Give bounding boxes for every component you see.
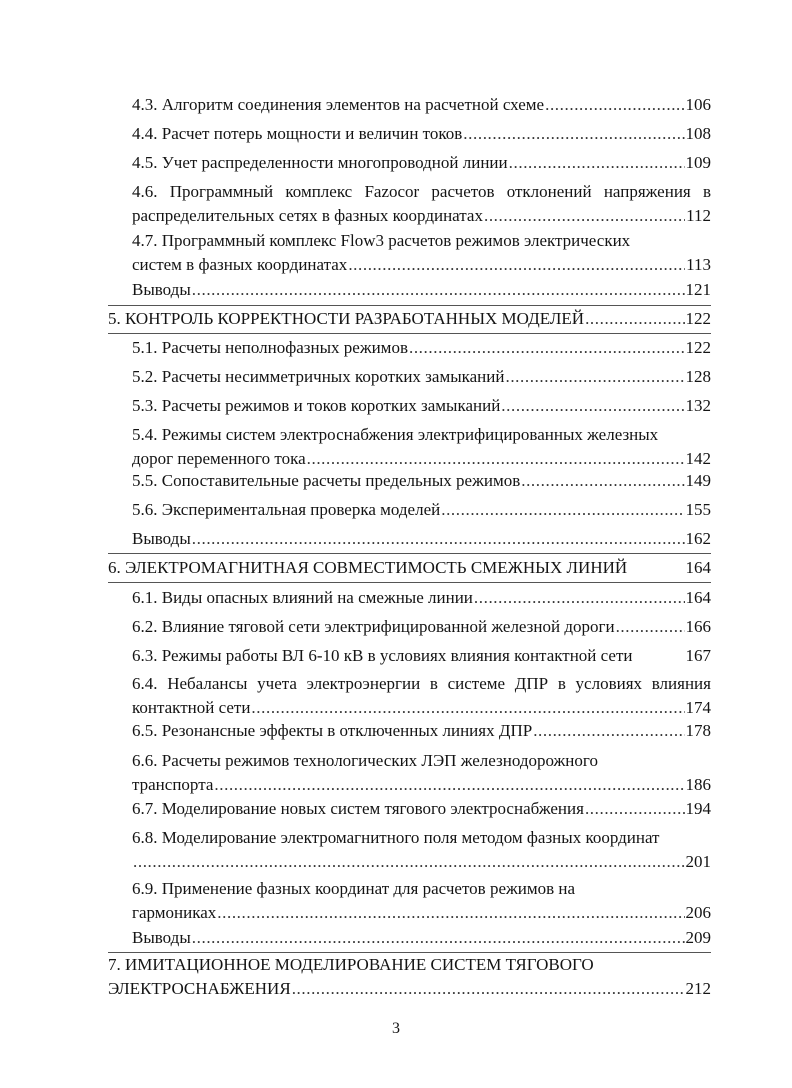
divider bbox=[108, 333, 711, 334]
toc-entry-title-line2: систем в фазных координатах bbox=[132, 255, 348, 274]
toc-entry-conclusions-6 bbox=[132, 926, 711, 950]
toc-entry-title-line1: 6.6. Расчеты режимов технологических ЛЭП железнодорожного bbox=[132, 751, 598, 770]
dot-leader bbox=[251, 696, 684, 720]
toc-entry-6-4 bbox=[132, 672, 711, 720]
toc-entry-conclusions-5 bbox=[132, 527, 711, 551]
dot-leader bbox=[505, 365, 684, 389]
dot-leader bbox=[463, 122, 684, 146]
toc-entry-page: 149 bbox=[685, 471, 711, 490]
toc-chapter-title-line2: ЭЛЕКТРОСНАБЖЕНИЯ bbox=[108, 979, 291, 998]
toc-entry-6-7 bbox=[132, 797, 711, 821]
toc-entry-page: 122 bbox=[685, 309, 711, 328]
dot-leader bbox=[348, 253, 685, 277]
dot-leader bbox=[133, 850, 685, 874]
toc-entry-4-7 bbox=[132, 229, 711, 277]
toc-entry-page: 201 bbox=[685, 852, 711, 871]
toc-entry-6-2 bbox=[132, 615, 711, 639]
dot-leader bbox=[585, 307, 684, 331]
toc-entry-title-line1: 6.4. Небалансы учета электроэнергии в системе ДПР в условиях влияния bbox=[132, 674, 711, 693]
toc-entry-title-line2: дорог переменного тока bbox=[132, 449, 306, 468]
toc-chapter-7 bbox=[108, 953, 711, 1001]
toc-entry-title: 6.5. Резонансные эффекты в отключенных линиях ДПР bbox=[132, 721, 533, 740]
toc-entry-4-5 bbox=[132, 151, 711, 175]
toc-entry-5-3 bbox=[132, 394, 711, 418]
toc-entry-6-5 bbox=[132, 719, 711, 743]
toc-entry-title: 5.2. Расчеты несимметричных коротких замыканий bbox=[132, 367, 505, 386]
toc-entry-title-line1: 4.7. Программный комплекс Flow3 расчетов режимов электрических bbox=[132, 231, 631, 250]
toc-entry-6-1 bbox=[132, 586, 711, 610]
toc-chapter-5 bbox=[108, 307, 711, 331]
toc-entry-title-line1: 6.9. Применение фазных координат для расчетов режимов на bbox=[132, 879, 576, 898]
toc-entry-title: 6.1. Виды опасных влияний на смежные линии bbox=[132, 588, 473, 607]
divider bbox=[108, 582, 711, 583]
toc-entry-page: 206 bbox=[685, 903, 711, 922]
toc-entry-title-line2: контактной сети bbox=[132, 698, 251, 717]
toc-entry-title: Выводы bbox=[132, 928, 191, 947]
toc-chapter-title: 6. ЭЛЕКТРОМАГНИТНАЯ СОВМЕСТИМОСТЬ СМЕЖНЫХ ЛИНИЙ bbox=[108, 558, 628, 577]
toc-chapter-6 bbox=[108, 556, 711, 580]
toc-entry-page: 178 bbox=[685, 721, 711, 740]
dot-leader bbox=[192, 926, 685, 950]
toc-entry-4-6 bbox=[132, 180, 711, 228]
dot-leader bbox=[214, 773, 684, 797]
toc-entry-page: 166 bbox=[685, 617, 711, 636]
dot-leader bbox=[484, 204, 685, 228]
toc-entry-page: 112 bbox=[686, 206, 711, 225]
dot-leader bbox=[616, 615, 685, 639]
toc-entry-6-6 bbox=[132, 749, 711, 797]
toc-entry-title: 4.3. Алгоритм соединения элементов на расчетной схеме bbox=[132, 95, 545, 114]
toc-entry-title-line1: 5.4. Режимы систем электроснабжения электрифицированных железных bbox=[132, 425, 659, 444]
divider bbox=[108, 553, 711, 554]
toc-entry-page: 209 bbox=[685, 928, 711, 947]
toc-entry-title-line2: распределительных сетях в фазных координатах bbox=[132, 206, 483, 225]
toc-entry-5-1 bbox=[132, 336, 711, 360]
toc-entry-page: 174 bbox=[685, 698, 711, 717]
dot-leader bbox=[192, 278, 685, 302]
page-number: 3 bbox=[392, 1020, 400, 1037]
dot-leader bbox=[585, 797, 685, 821]
toc-chapter-title-line1: 7. ИМИТАЦИОННОЕ МОДЕЛИРОВАНИЕ СИСТЕМ ТЯГОВОГО bbox=[108, 955, 594, 974]
toc-entry-title: Выводы bbox=[132, 280, 191, 299]
toc-entry-page: 121 bbox=[685, 280, 711, 299]
dot-leader bbox=[474, 586, 685, 610]
toc-entry-page: 108 bbox=[685, 124, 711, 143]
toc-entry-page: 167 bbox=[685, 646, 711, 665]
toc-entry-title: 5.6. Экспериментальная проверка моделей bbox=[132, 500, 441, 519]
toc-entry-5-2 bbox=[132, 365, 711, 389]
toc-entry-6-3 bbox=[132, 644, 711, 668]
toc-entry-page: 155 bbox=[685, 500, 711, 519]
toc-entry-page: 162 bbox=[685, 529, 711, 548]
toc-entry-title: 5.3. Расчеты режимов и токов коротких замыканий bbox=[132, 396, 501, 415]
toc-entry-conclusions-4 bbox=[132, 278, 711, 302]
toc-entry-page: 194 bbox=[685, 799, 711, 818]
toc-chapter-title: 5. КОНТРОЛЬ КОРРЕКТНОСТИ РАЗРАБОТАННЫХ МОДЕЛЕЙ bbox=[108, 309, 585, 328]
divider bbox=[108, 305, 711, 306]
toc-entry-page: 142 bbox=[685, 449, 711, 468]
toc-entry-title: 4.5. Учет распределенности многопроводной линии bbox=[132, 153, 508, 172]
toc-entry-page: 106 bbox=[685, 95, 711, 114]
toc-entry-page: 164 bbox=[685, 588, 711, 607]
toc-entry-page: 186 bbox=[685, 775, 711, 794]
toc-entry-title: 6.7. Моделирование новых систем тягового электроснабжения bbox=[132, 799, 584, 818]
dot-leader bbox=[533, 719, 684, 743]
toc-entry-title-line2: транспорта bbox=[132, 775, 214, 794]
dot-leader bbox=[501, 394, 684, 418]
toc-entry-title: 6.3. Режимы работы ВЛ 6-10 кВ в условиях влияния контактной сети bbox=[132, 646, 633, 665]
toc-entry-page: 109 bbox=[685, 153, 711, 172]
dot-leader bbox=[441, 498, 684, 522]
toc-entry-title: 4.4. Расчет потерь мощности и величин токов bbox=[132, 124, 463, 143]
toc-entry-title-line1: 6.8. Моделирование электромагнитного поля методом фазных координат bbox=[132, 828, 660, 847]
toc-entry-6-9 bbox=[132, 877, 711, 925]
dot-leader bbox=[409, 336, 685, 360]
dot-leader bbox=[307, 447, 685, 471]
toc-entry-page: 212 bbox=[685, 979, 711, 998]
toc-entry-title: 5.5. Сопоставительные расчеты предельных режимов bbox=[132, 471, 521, 490]
toc-entry-title: Выводы bbox=[132, 529, 191, 548]
toc-entry-title: 6.2. Влияние тяговой сети электрифицированной железной дороги bbox=[132, 617, 615, 636]
toc-entry-page: 132 bbox=[685, 396, 711, 415]
toc-entry-5-6 bbox=[132, 498, 711, 522]
toc-entry-5-4 bbox=[132, 423, 711, 471]
dot-leader bbox=[545, 93, 684, 117]
toc-entry-title-line1: 4.6. Программный комплекс Fazocor расчетов отклонений напряжения в bbox=[132, 182, 711, 201]
toc-entry-page: 164 bbox=[685, 558, 711, 577]
toc-entry-4-4 bbox=[132, 122, 711, 146]
toc-entry-page: 122 bbox=[685, 338, 711, 357]
toc-entry-title-line2: гармониках bbox=[132, 903, 217, 922]
toc-entry-4-3 bbox=[132, 93, 711, 117]
toc-entry-title: 5.1. Расчеты неполнофазных режимов bbox=[132, 338, 408, 357]
toc-entry-6-8 bbox=[132, 826, 711, 874]
dot-leader bbox=[217, 901, 684, 925]
dot-leader bbox=[509, 151, 685, 175]
dot-leader bbox=[292, 977, 685, 1001]
dot-leader bbox=[192, 527, 685, 551]
toc-entry-5-5 bbox=[132, 469, 711, 493]
toc-entry-page: 128 bbox=[685, 367, 711, 386]
dot-leader bbox=[521, 469, 684, 493]
toc-entry-page: 113 bbox=[686, 255, 711, 274]
